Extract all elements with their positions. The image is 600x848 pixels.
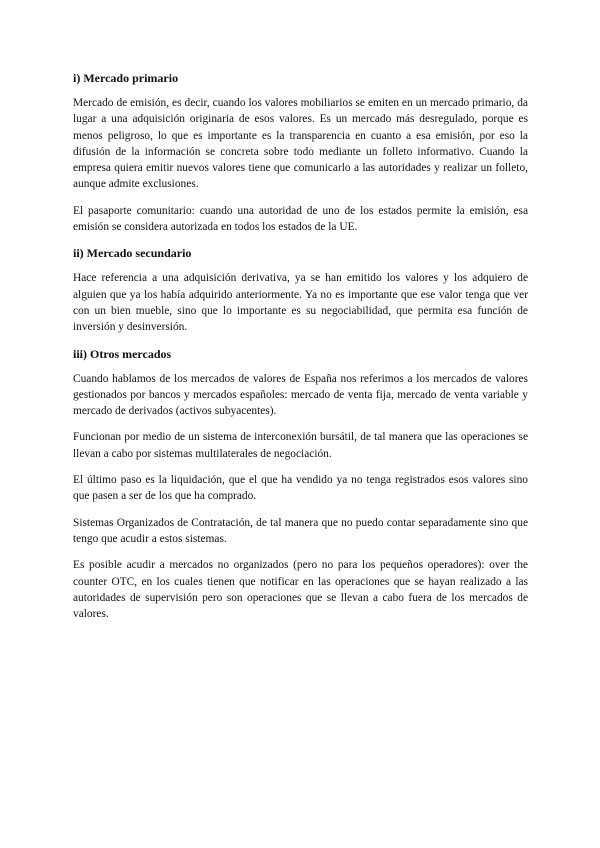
paragraph: Funcionan por medio de un sistema de interconexión bursátil, de tal manera que las operaciones se llevan a cabo por sistemas multilaterales de negociación. <box>73 431 528 460</box>
paragraph: Sistemas Organizados de Contratación, de tal manera que no puedo contar separadamente sino que tengo que acudir a estos sistemas. <box>73 516 528 545</box>
section-heading: ii) Mercado secundario <box>73 246 192 261</box>
document-page <box>73 70 528 632</box>
section-heading: i) Mercado primario <box>73 71 179 85</box>
section-mercado-secundario <box>73 245 528 335</box>
section-otros-mercados <box>73 346 528 623</box>
paragraph: Mercado de emisión, es decir, cuando los valores mobiliarios se emiten en un mercado primario, da lugar a una adquisición originaria de esos valores. Es un mercado más desregulado, porque es menos peligroso, lo que es importante es la transparencia en cuanto a esa emisión, por eso la difusión de la información se concreta sobre todo mediante un folleto informativo. Cuando la empresa quiera emitir nuevos valores tiene que comunicarlo a las autoridades y realizar un folleto, aunque admite exclusiones. <box>73 97 528 191</box>
paragraph: Es posible acudir a mercados no organizados (pero no para los pequeños operadores): over the counter OTC, en los cuales tienen que notificar en las operaciones que se hayan realizado a las autoridades de supervisión pero son operaciones que se llevan a cabo fuera de los mercados de valores. <box>73 559 528 621</box>
paragraph: El pasaporte comunitario: cuando una autoridad de uno de los estados permite la emisión, esa emisión se considera autorizada en todos los estados de la UE. <box>73 204 528 234</box>
paragraph: El último paso es la liquidación, que el que ha vendido ya no tenga registrados esos valores sino que pasen a ser de los que ha comprado. <box>73 474 528 503</box>
section-heading: iii) Otros mercados <box>73 346 172 361</box>
section-mercado-primario <box>73 70 528 235</box>
paragraph: Cuando hablamos de los mercados de valores de España nos referimos a los mercados de valores gestionados por bancos y mercados españoles: mercado de venta fija, mercado de venta variable y mercado de derivados (activos subyacentes). <box>73 372 528 418</box>
paragraph: Hace referencia a una adquisición derivativa, ya se han emitido los valores y los adquiero de alguien que ya los había adquirido anteriormente. Ya no es importante que ese valor tenga que ver con un bien mueble, sino que lo importante es su negociabilidad, que permita esa función de inversión y desinversión. <box>73 272 528 334</box>
